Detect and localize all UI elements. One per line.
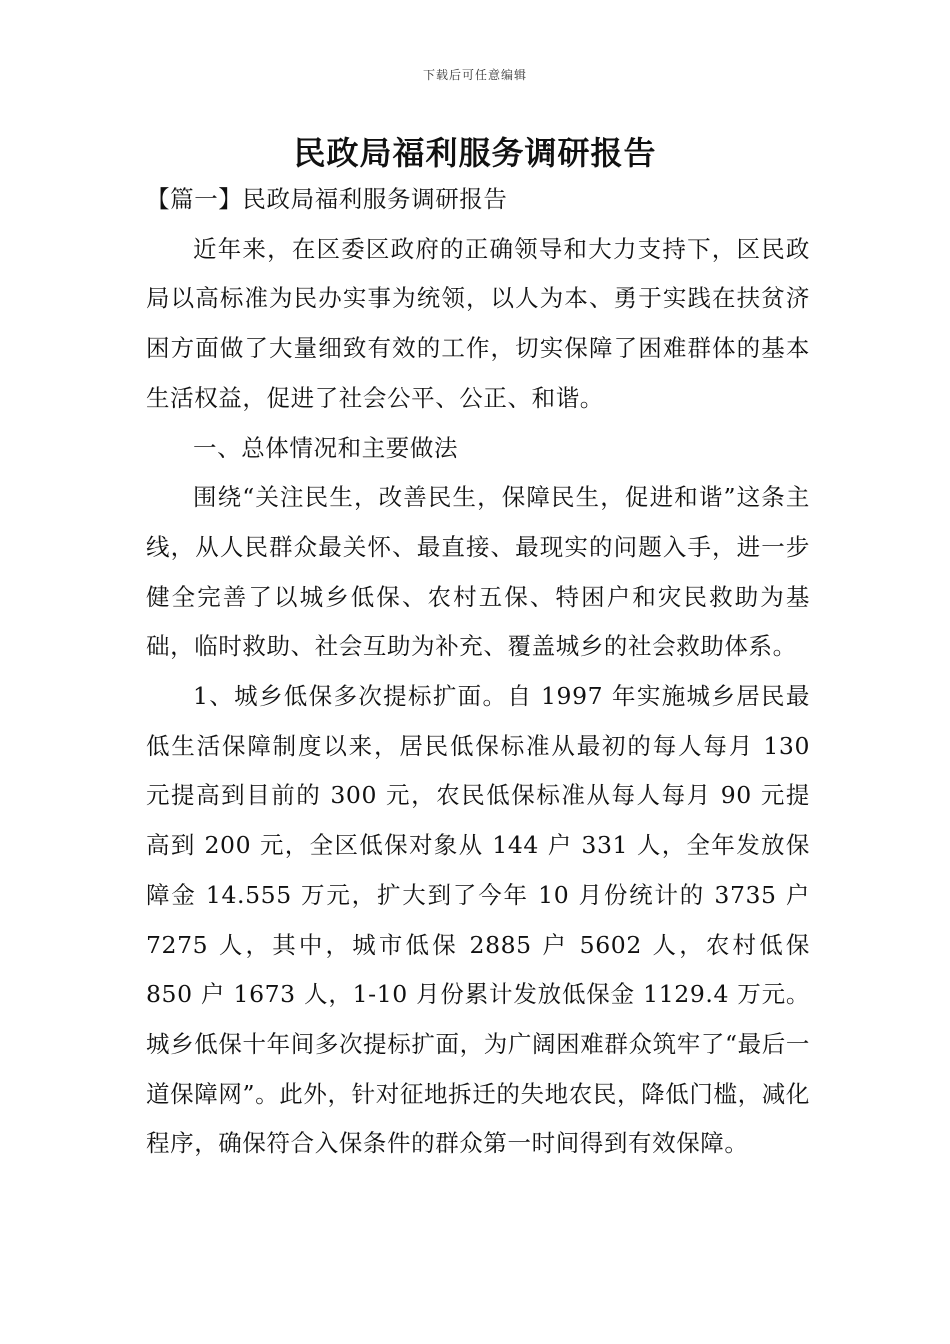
paragraph-intro: 近年来，在区委区政府的正确领导和大力支持下，区民政局以高标准为民办实事为统领，以人为本、勇于实践在扶贫济困方面做了大量细致有效的工作，切实保障了困难群体的基本生活权益，促进了社会公平、公正、和谐。 <box>146 234 810 412</box>
header-note: 下载后可任意编辑 <box>422 68 527 82</box>
section-heading: 一、总体情况和主要做法 <box>193 433 459 462</box>
document-body <box>146 175 810 1169</box>
paragraph-low-income-guarantee: 1、城乡低保多次提标扩面。自 1997 年实施城乡居民最低生活保障制度以来，居民低保标准从最初的每人每月 130 元提高到目前的 300 元，农民低保标准从每人每月 90 元提高到 200 元，全区低保对象从 144 户 331 人，全年发放保障金 14.555 万元，扩大到了今年 10 月份统计的 3735 户 7275 人，其中，城市低保 2885 户 5602 人，农村低保 850 户 1673 人，1-10 月份累计发放低保金 1129.4 万元。城乡低保十年间多次提标扩面，为广阔困难群众筑牢了“最后一道保障网”。此外，针对征地拆迁的失地农民，降低门槛，减化程序，确保符合入保条件的群众第一时间得到有效保障。 <box>146 682 810 1158</box>
paragraph-main-line: 围绕“关注民生，改善民生，保障民生，促进和谐”这条主线，从人民群众最关怀、最直接、最现实的问题入手，进一步健全完善了以城乡低保、农村五保、特困户和灾民救助为基础，临时救助、社会互助为补充、覆盖城乡的社会救助体系。 <box>146 483 810 661</box>
document-title: 民政局福利服务调研报告 <box>293 134 657 172</box>
section-label: 【篇一】民政局福利服务调研报告 <box>146 185 508 213</box>
